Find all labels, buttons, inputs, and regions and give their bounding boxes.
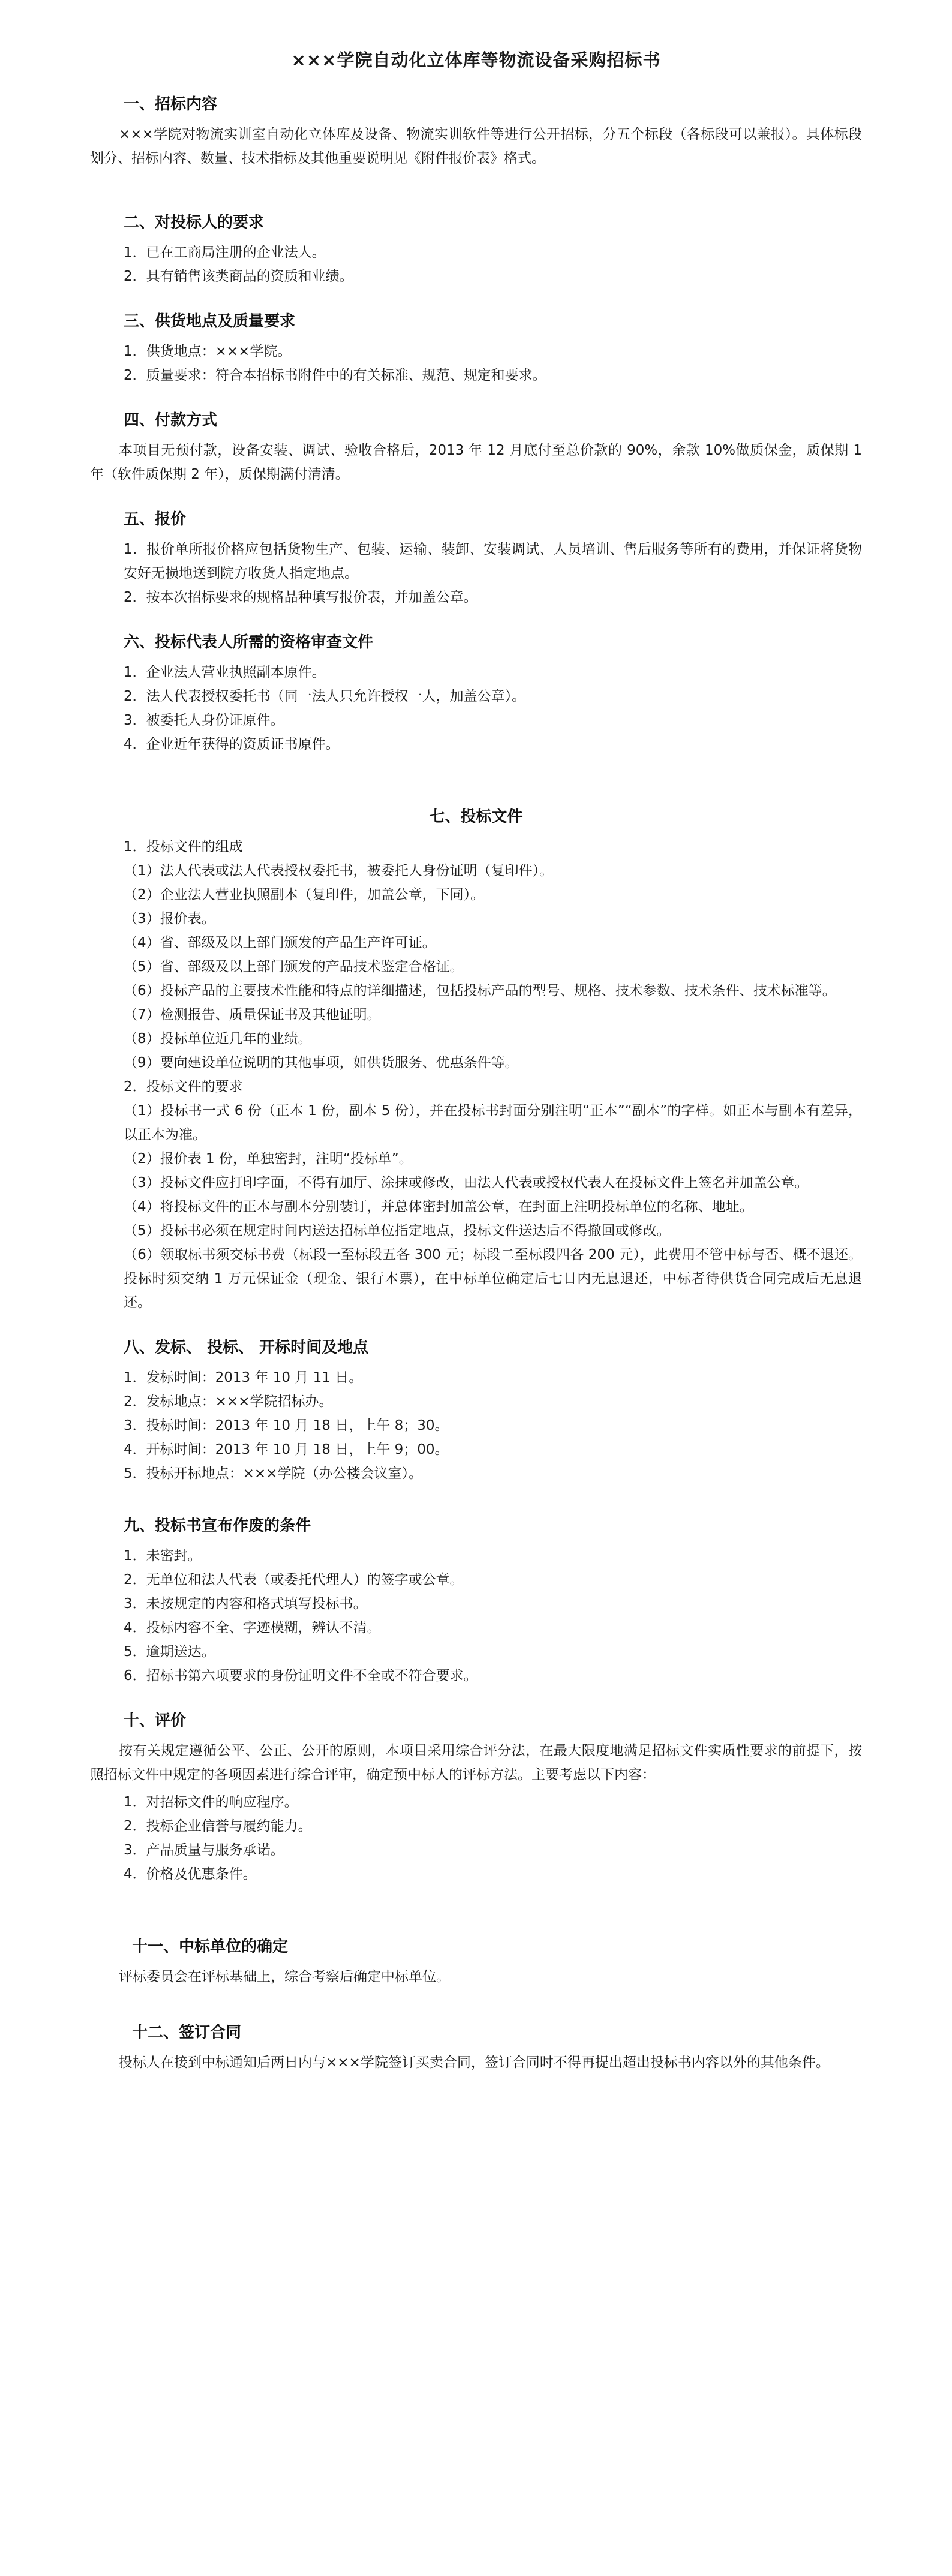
page-title: ×××学院自动化立体库等物流设备采购招标书 [291, 50, 661, 70]
list-item: 3．投标时间：2013 年 10 月 18 日，上午 8；30。 [124, 1418, 449, 1433]
list-item: 1．报价单所报价格应包括货物生产、包装、运输、装卸、安装调试、人员培训、售后服务等所有的费用，并保证将货物安好无损地送到院方收货人指定地点。 [124, 542, 862, 581]
list-item: 4．企业近年获得的资质证书原件。 [124, 737, 340, 752]
list-item: （7）检测报告、质量保证书及其他证明。 [124, 1007, 381, 1023]
list-item: （4）将投标文件的正本与副本分别装订，并总体密封加盖公章，在封面上注明投标单位的名称、地址。 [124, 1199, 753, 1215]
spacer [90, 1886, 862, 1914]
list-item: （5）投标书必须在规定时间内送达招标单位指定地点，投标文件送达后不得撤回或修改。 [124, 1223, 671, 1239]
list-item: （2）报价表 1 份，单独密封，注明“投标单”。 [124, 1151, 413, 1167]
section-paragraph: 按有关规定遵循公平、公正、公开的原则，本项目采用综合评分法，在最大限度地满足招标文件实质性要求的前提下，按照招标文件中规定的各项因素进行综合评审，确定预中标人的评标方法。主要考虑以下内容： [90, 1743, 862, 1783]
section-发标投标开标时间及地点 [90, 1335, 862, 1486]
section-heading: 七、投标文件 [429, 808, 523, 826]
section-heading: 十二、签订合同 [132, 2024, 242, 2042]
section-供货地点及质量要求 [90, 309, 862, 387]
list-item: （9）要向建设单位说明的其他事项，如供货服务、优惠条件等。 [124, 1055, 519, 1071]
list-item: 1．发标时间：2013 年 10 月 11 日。 [124, 1370, 363, 1385]
list-item: 4．价格及优惠条件。 [124, 1866, 257, 1882]
section-投标书宣布作废的条件 [90, 1513, 862, 1688]
section-heading: 一、招标内容 [124, 95, 218, 113]
list-item: 1．企业法人营业执照副本原件。 [124, 665, 326, 680]
section-招标内容 [90, 92, 862, 170]
list-item: （6）投标产品的主要技术性能和特点的详细描述，包括投标产品的型号、规格、技术参数、技术条件、技术标准等。 [124, 983, 836, 999]
list-item: 5．投标开标地点：×××学院（办公楼会议室）。 [124, 1466, 422, 1481]
list-item: 6．招标书第六项要求的身份证明文件不全或不符合要求。 [124, 1668, 477, 1684]
list-item: （5）省、部级及以上部门颁发的产品技术鉴定合格证。 [124, 959, 464, 975]
section-对投标人的要求 [90, 210, 862, 288]
list-item: 2．按本次招标要求的规格品种填写报价表，并加盖公章。 [124, 590, 477, 605]
list-item: 2．发标地点：×××学院招标办。 [124, 1394, 333, 1409]
list-item: 2．具有销售该类商品的资质和业绩。 [124, 269, 353, 284]
section-heading: 十一、中标单位的确定 [132, 1938, 289, 1956]
section-签订合同 [90, 2020, 862, 2075]
section-heading: 八、发标、 投标、 开标时间及地点 [124, 1339, 369, 1357]
section-heading: 二、对投标人的要求 [124, 214, 265, 232]
section-heading: 六、投标代表人所需的资格审查文件 [124, 633, 374, 651]
spacer [90, 174, 862, 190]
list-item: 2．质量要求：符合本招标书附件中的有关标准、规范、规定和要求。 [124, 368, 546, 383]
list-item: 1．未密封。 [124, 1548, 202, 1564]
list-item: 2．法人代表授权委托书（同一法人只允许授权一人，加盖公章）。 [124, 689, 526, 704]
list-item: （1）投标书一式 6 份（正本 1 份，副本 5 份），并在投标书封面分别注明“正本”“副本”的字样。如正本与副本有差异，以正本为准。 [124, 1103, 862, 1143]
spacer [90, 1486, 862, 1493]
list-item: （2）企业法人营业执照副本（复印件，加盖公章，下同）。 [124, 887, 485, 903]
section-报价 [90, 507, 862, 609]
section-heading: 五、报价 [124, 510, 187, 528]
list-item: （3）报价表。 [124, 911, 215, 927]
list-item: 2．无单位和法人代表（或委托代理人）的签字或公章。 [124, 1572, 464, 1588]
list-item: 5．逾期送达。 [124, 1644, 215, 1660]
list-item: （6）领取标书须交标书费（标段一至标段五各 300 元；标段二至标段四各 200 元），此费用不管中标与否、概不退还。投标时须交纳 1 万元保证金（现金、银行本票），在中标单位确定后七日内无息退还，中标者待供货合同完成后无息退还。 [124, 1247, 862, 1310]
list-item: 2．投标企业信誉与履约能力。 [124, 1818, 312, 1834]
list-item: 2．投标文件的要求 [124, 1079, 243, 1095]
section-中标单位的确定 [90, 1934, 862, 1989]
spacer [90, 756, 862, 784]
list-item: 3．产品质量与服务承诺。 [124, 1842, 284, 1858]
list-item: 1．已在工商局注册的企业法人。 [124, 245, 326, 260]
list-item: 1．供货地点：×××学院。 [124, 344, 292, 359]
section-付款方式 [90, 408, 862, 486]
list-item: 4．投标内容不全、字迹模糊，辨认不清。 [124, 1620, 381, 1636]
section-heading: 三、供货地点及质量要求 [124, 312, 296, 330]
section-投标代表人所需的资格审查文件 [90, 630, 862, 756]
section-评价 [90, 1708, 862, 1886]
list-item: 1．投标文件的组成 [124, 839, 243, 855]
section-paragraph: ×××学院对物流实训室自动化立体库及设备、物流实训软件等进行公开招标，分五个标段（各标段可以兼报）。具体标段划分、招标内容、数量、技术指标及其他重要说明见《附件报价表》格式。 [90, 127, 862, 166]
list-item: （8）投标单位近几年的业绩。 [124, 1031, 312, 1047]
spacer [90, 1992, 862, 2000]
section-heading: 四、付款方式 [124, 411, 218, 429]
section-paragraph: 投标人在接到中标通知后两日内与×××学院签订买卖合同，签订合同时不得再提出超出投标书内容以外的其他条件。 [119, 2055, 830, 2070]
section-paragraph: 本项目无预付款，设备安装、调试、验收合格后，2013 年 12 月底付至总价款的 90%，余款 10%做质保金，质保期 1 年（软件质保期 2 年），质保期满付清清。 [90, 443, 862, 482]
list-item: （1）法人代表或法人代表授权委托书，被委托人身份证明（复印件）。 [124, 863, 554, 879]
list-item: 1．对招标文件的响应程序。 [124, 1795, 298, 1810]
list-item: （3）投标文件应打印字面，不得有加厅、涂抹或修改，由法人代表或授权代表人在投标文件上签名并加盖公章。 [124, 1175, 809, 1191]
list-item: 4．开标时间：2013 年 10 月 18 日，上午 9；00。 [124, 1442, 449, 1457]
section-heading: 十、评价 [124, 1712, 187, 1730]
list-item: 3．未按规定的内容和格式填写投标书。 [124, 1596, 367, 1612]
list-item: 3．被委托人身份证原件。 [124, 713, 284, 728]
section-heading: 九、投标书宣布作废的条件 [124, 1517, 311, 1535]
list-item: （4）省、部级及以上部门颁发的产品生产许可证。 [124, 935, 436, 951]
section-paragraph: 评标委员会在评标基础上，综合考察后确定中标单位。 [119, 1969, 450, 1985]
section-投标文件 [90, 804, 862, 1315]
